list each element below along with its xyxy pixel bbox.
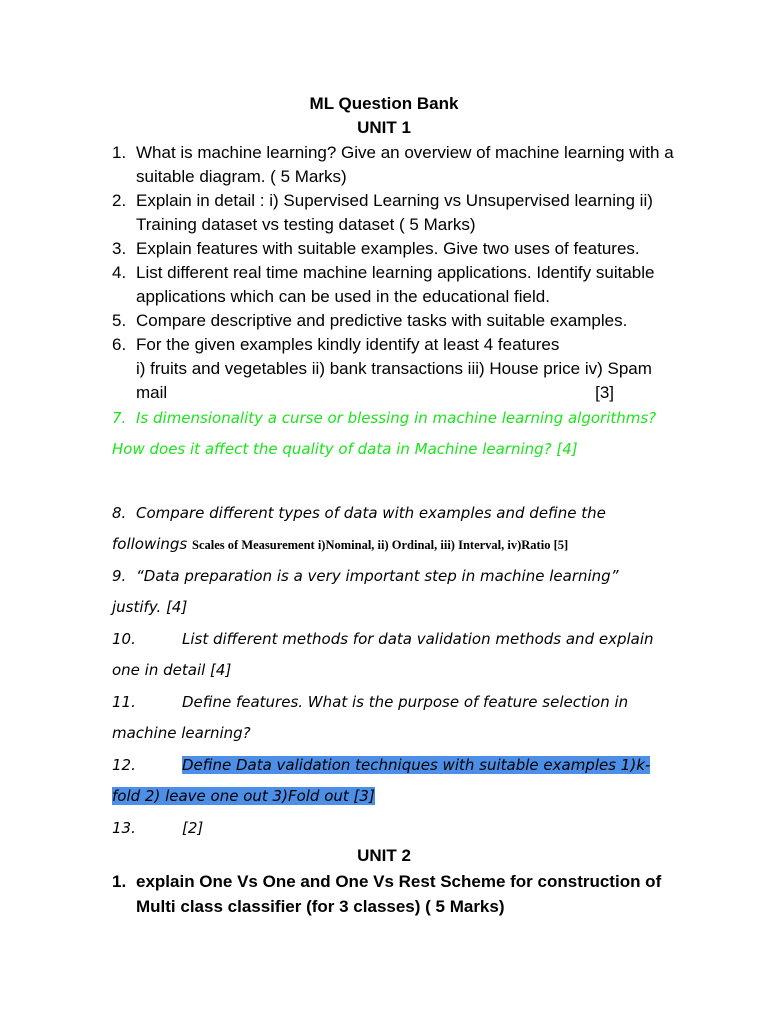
highlighted-text: Define Data validation techniques with suitable examples 1)k-fold 2) leave one out 3)Fold out [3]	[112, 756, 651, 805]
question-text: [2]	[182, 819, 204, 837]
question-text: Explain features with suitable examples. Give two uses of features.	[136, 239, 640, 258]
question-text: Define features. What is the purpose of feature selection in machine learning?	[112, 693, 629, 742]
question-2	[112, 189, 684, 237]
question-5	[112, 309, 684, 333]
question-number: 1.	[112, 143, 127, 162]
question-4	[112, 261, 684, 309]
question-text: “Data preparation is a very important step in machine learning” justify. [4]	[112, 567, 619, 616]
unit2-question-1	[112, 869, 684, 919]
question-text	[112, 498, 672, 561]
question-number: 7.	[112, 409, 127, 427]
question-text: explain One Vs One and One Vs Rest Scheme for construction of Multi class classifier (for 3 classes) ( 5 Marks)	[136, 872, 662, 916]
question-10	[112, 624, 672, 686]
question-number: 12.	[112, 756, 136, 774]
question-text	[112, 750, 672, 812]
question-number: 10.	[112, 630, 136, 648]
question-text: Explain in detail : i) Supervised Learning vs Unsupervised learning ii) Training dataset vs testing dataset ( 5 Marks)	[136, 191, 653, 234]
question-7	[112, 403, 672, 465]
question-text: Is dimensionality a curse or blessing in machine learning algorithms?How does it affect the quality of data in Machine learning? [4]	[112, 409, 657, 458]
question-6	[112, 333, 684, 405]
question-number: 3.	[112, 239, 127, 258]
question-13	[112, 813, 672, 844]
question-8	[112, 498, 672, 561]
question-number: 9.	[112, 567, 127, 585]
question-number: 11.	[112, 693, 136, 711]
unit1-heading: UNIT 1	[357, 118, 411, 137]
question-number: 4.	[112, 263, 127, 282]
question-12	[112, 750, 672, 812]
scales-of-measurement: Scales of Measurement i)Nominal, ii) Ordinal, iii) Interval, iv)Ratio [5]	[192, 538, 569, 552]
question-text-line1: For the given examples kindly identify at least 4 features	[136, 335, 560, 354]
question-number: 8.	[112, 504, 127, 522]
question-text: List different methods for data validation methods and explain one in detail [4]	[112, 630, 654, 679]
question-1	[112, 141, 684, 189]
question-number: 6.	[112, 335, 127, 354]
question-number: 13.	[112, 819, 136, 837]
question-text-main: Compare different types of data with examples and define the followings	[112, 504, 606, 553]
question-number: 2.	[112, 191, 127, 210]
question-11	[112, 687, 672, 749]
unit2-heading: UNIT 2	[357, 846, 411, 865]
question-marks: [3]	[595, 383, 614, 402]
question-number: 5.	[112, 311, 127, 330]
question-3	[112, 237, 684, 261]
question-text-line3: mail	[136, 383, 168, 402]
document-title: ML Question Bank	[309, 94, 459, 113]
question-text: What is machine learning? Give an overview of machine learning with a suitable diagram. ( 5 Marks)	[136, 143, 674, 186]
question-text-line2: i) fruits and vegetables ii) bank transactions iii) House price iv) Spam	[136, 359, 652, 378]
question-9	[112, 561, 672, 623]
question-number: 1.	[112, 872, 127, 891]
question-text: Compare descriptive and predictive tasks with suitable examples.	[136, 311, 628, 330]
question-text: List different real time machine learning applications. Identify suitable applications which can be used in the educational field.	[136, 263, 655, 306]
